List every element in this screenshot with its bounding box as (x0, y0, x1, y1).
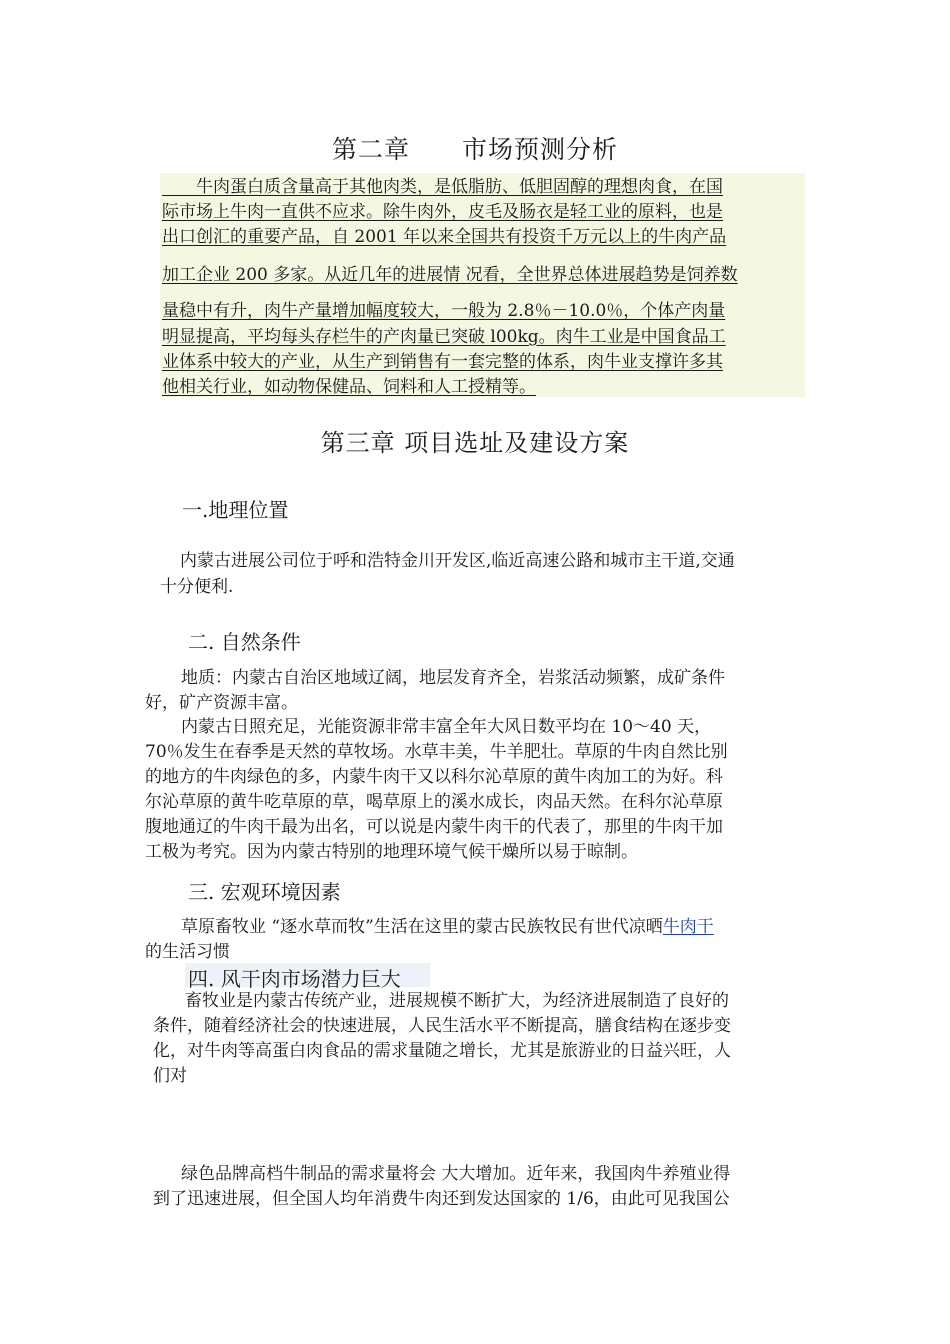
section2-heading: 二. 自然条件 (188, 630, 301, 654)
chapter2-para-line: 加工企业 200 多家。从近几年的进展情 况看，全世界总体进展趋势是饲养数 (162, 265, 738, 285)
chapter2-para-line: 出口创汇的重要产品，自 2001 年以来全国共有投资千万元以上的牛肉产品 (162, 227, 727, 247)
chapter2-para-line: 明显提高，平均每头存栏牛的产肉量已突破 l00kg。肉牛工业是中国食品工 (162, 327, 726, 347)
section2-line: 尔沁草原的黄牛吃草原的草，喝草原上的溪水成长，肉品天然。在科尔沁草原 (145, 792, 723, 812)
chapter2-para-line: 业体系中较大的产业，从生产到销售有一套完整的体系，肉牛业支撑许多其 (162, 352, 723, 372)
section4-heading: 四. 风干肉市场潜力巨大 (188, 967, 401, 991)
section1-line: 十分便利. (160, 577, 234, 597)
continuation-line: 到了迅速进展，但全国人均年消费牛肉还到发达国家的 1/6，由此可见我国公 (153, 1189, 730, 1209)
beef-jerky-link[interactable]: 牛肉干 (662, 917, 714, 937)
chapter2-title-left: 第二章 (331, 135, 410, 164)
section2-line: 内蒙古日照充足，光能资源非常丰富全年大风日数平均在 10～40 天， (181, 717, 712, 737)
section3-heading: 三. 宏观环境因素 (188, 880, 341, 904)
section1-line: 内蒙古进展公司位于呼和浩特金川开发区,临近高速公路和城市主干道,交通 (180, 551, 735, 571)
section3-line-text: 草原畜牧业 “逐水草而牧”生活在这里的蒙古民族牧民有世代凉晒 (181, 917, 663, 937)
chapter2-title-right: 市场预测分析 (462, 135, 619, 164)
continuation-line: 绿色品牌高档牛制品的需求量将会 大大增加。近年来，我国肉牛养殖业得 (181, 1164, 731, 1184)
chapter2-title (0, 130, 950, 166)
section2-line: 工极为考究。因为内蒙古特别的地理环境气候干燥所以易于晾制。 (145, 842, 638, 862)
section4-line: 化，对牛肉等高蛋白肉食品的需求量随之增长，尤其是旅游业的日益兴旺，人 (153, 1041, 731, 1061)
section2-line: 好，矿产资源丰富。 (145, 693, 298, 713)
section2-line: 70％发生在春季是天然的草牧场。水草丰美，牛羊肥壮。草原的牛肉自然比别 (145, 742, 728, 762)
section4-line: 条件，随着经济社会的快速进展，人民生活水平不断提高，膳食结构在逐步变 (153, 1016, 731, 1036)
chapter2-para-line: 际市场上牛肉一直供不应求。除牛肉外，皮毛及肠衣是轻工业的原料，也是 (162, 202, 723, 222)
section4-line: 们对 (153, 1066, 187, 1086)
section4-line: 畜牧业是内蒙古传统产业，进展规模不断扩大，为经济进展制造了良好的 (185, 991, 729, 1011)
section3-line (181, 916, 714, 938)
chapter2-para-line: 他相关行业，如动物保健品、饲料和人工授精等。 (162, 377, 536, 397)
section2-line: 的地方的牛肉绿色的多，内蒙牛肉干又以科尔沁草原的黄牛肉加工的为好。科 (145, 767, 723, 787)
chapter3-title: 第三章 项目选址及建设方案 (320, 429, 630, 457)
section2-line: 地质：内蒙古自治区地域辽阔，地层发育齐全，岩浆活动频繁，成矿条件 (181, 668, 725, 688)
section3-line: 的生活习惯 (145, 942, 230, 962)
section2-line: 腹地通辽的牛肉干最为出名，可以说是内蒙牛肉干的代表了，那里的牛肉干加 (145, 817, 723, 837)
chapter2-para-line: 量稳中有升，肉牛产量增加幅度较大，一般为 2.8％－10.0％，个体产肉量 (162, 301, 726, 321)
chapter2-para-line: 牛肉蛋白质含量高于其他肉类，是低脂肪、低胆固醇的理想肉食，在国 (162, 177, 723, 197)
section1-heading: 一.地理位置 (182, 498, 289, 522)
